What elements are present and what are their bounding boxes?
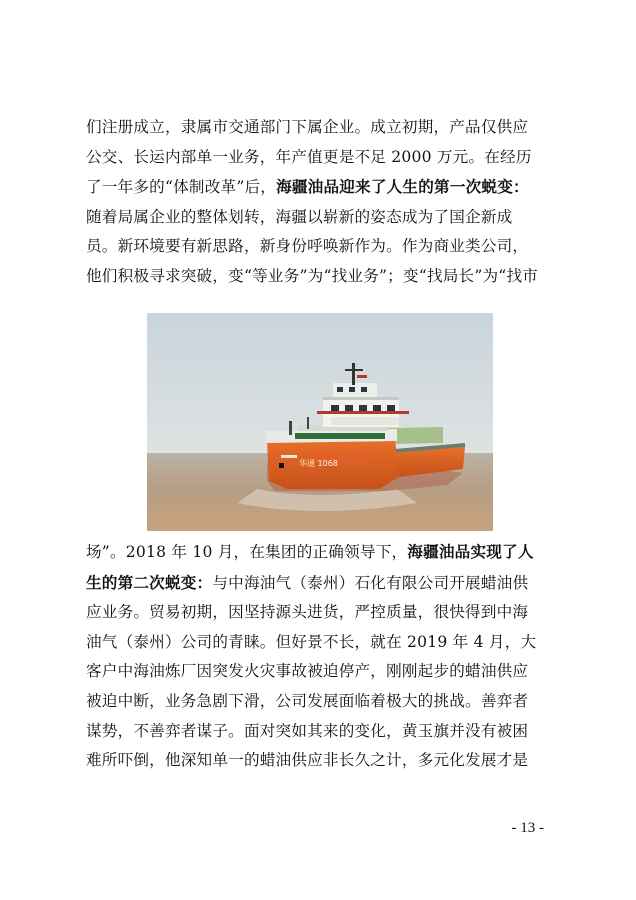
text-line: 随着局属企业的整体划转，海疆以崭新的姿态成为了国企新成	[86, 207, 513, 226]
page-number: - 13 -	[511, 820, 544, 836]
text-line: 员。新环境要有新思路，新身份呼唤新作为。作为商业类公司，	[86, 237, 529, 256]
text-span: 场”。2018 年 10 月，在集团的正确领导下，	[86, 543, 408, 561]
text-line: 谋势，不善弈者谋子。面对突如其来的变化，黄玉旗并没有被困	[86, 721, 529, 740]
text-span: 与中海油气（泰州）石化有限公司开展蜡油供	[212, 573, 529, 592]
text-line: 被迫中断，业务急剧下滑，公司发展面临着极大的挑战。善弈者	[86, 691, 529, 710]
paragraph-1	[86, 113, 552, 292]
tanker-ship-photo	[147, 313, 493, 531]
ship-illustration	[147, 313, 493, 531]
text-line: 客户中海油炼厂因突发火灾事故被迫停产，刚刚起步的蜡油供应	[86, 662, 529, 681]
text-line: 应业务。贸易初期，因坚持源头进货，严控质量，很快得到中海	[86, 603, 529, 622]
text-line: 他们积极寻求突破，变“等业务”为“找业务”；变“找局长”为“找市	[86, 266, 539, 285]
hull-name-text: 华通 1068	[299, 459, 338, 468]
text-line: 公交、长运内部单一业务，年产值更是不足 2000 万元。在经历	[86, 147, 532, 166]
bold-phrase-second-transformation-part2: 生的第二次蜕变：	[86, 572, 213, 592]
bold-phrase-first-transformation: 海疆油品迎来了人生的第一次蜕变：	[276, 177, 529, 197]
text-line: 们注册成立，隶属市交通部门下属企业。成立初期，产品仅供应	[86, 118, 529, 136]
paragraph-2	[86, 537, 552, 776]
text-line: 难所吓倒，他深知单一的蜡油供应非长久之计，多元化发展才是	[86, 751, 529, 770]
bold-phrase-second-transformation-part1: 海疆油品实现了人	[407, 542, 534, 561]
text-line	[86, 172, 552, 203]
text-line	[86, 537, 552, 568]
text-span: 了一年多的“体制改革”后，	[86, 178, 277, 197]
text-line: 油气（泰州）公司的青睐。但好景不长，就在 2019 年 4 月，大	[86, 632, 537, 651]
text-line	[86, 568, 552, 599]
